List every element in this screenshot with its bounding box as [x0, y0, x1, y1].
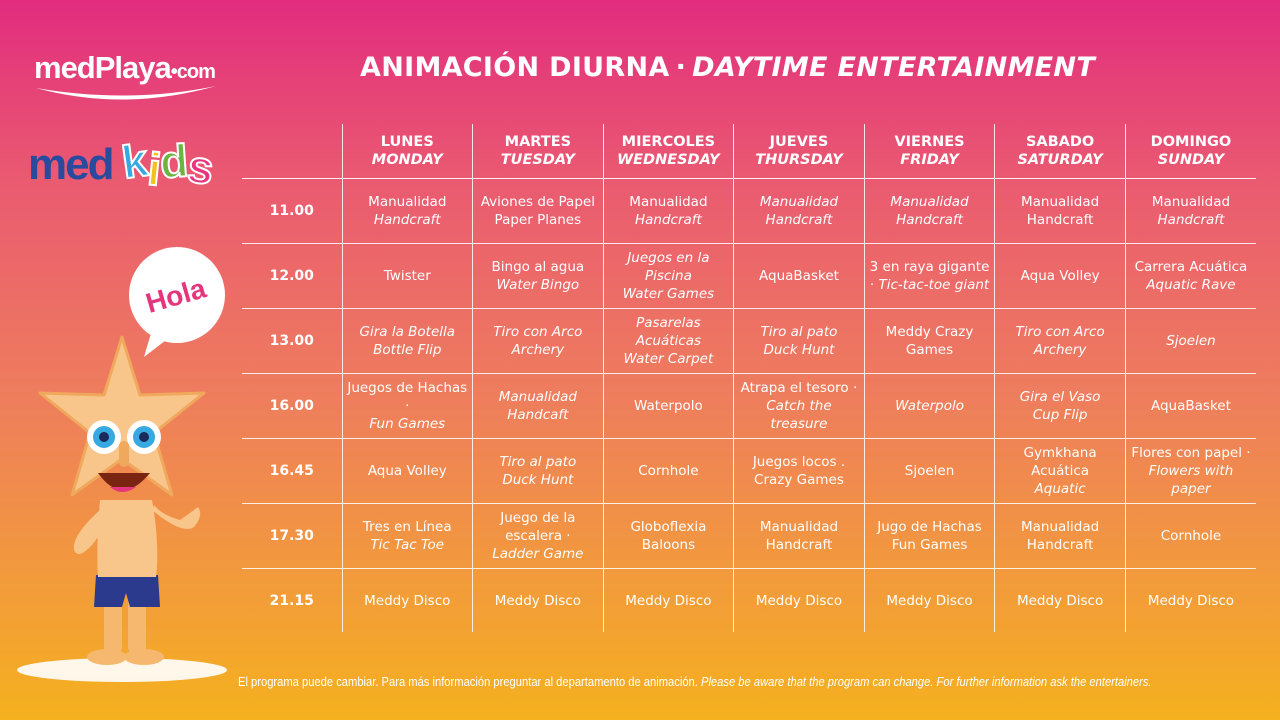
activity-text: Meddy Disco — [625, 592, 712, 609]
footer-disclaimer — [238, 674, 1152, 689]
activity-cell — [734, 504, 865, 569]
day-name-es: MARTES — [504, 134, 572, 150]
activity-text: Atrapa el tesoro · — [740, 380, 858, 396]
activity-text: Water Carpet — [623, 351, 714, 367]
activity-text: Crazy Games — [754, 472, 844, 488]
activity-cell — [1125, 374, 1256, 439]
activity-cell — [734, 309, 865, 374]
activity-cell — [864, 439, 995, 504]
day-name-en: MONDAY — [371, 152, 443, 168]
activity-text: Duck Hunt — [502, 472, 574, 488]
activity-text: Tic-tac-toe giant — [878, 277, 990, 293]
schedule-row — [242, 244, 1256, 309]
activity-cell — [734, 374, 865, 439]
activity-cell — [1125, 179, 1256, 244]
activity-cell — [342, 504, 473, 569]
activity-cell — [995, 309, 1126, 374]
activity-cell — [995, 374, 1126, 439]
time-slot: 12.00 — [242, 244, 342, 309]
activity-text: Paper Planes — [494, 212, 582, 228]
activity-text: Manualidad — [629, 194, 708, 210]
activity-text: Water Bingo — [496, 277, 580, 293]
activity-cell — [864, 374, 995, 439]
activity-cell — [473, 244, 604, 309]
activity-text: Flores con papel · — [1131, 445, 1251, 461]
activity-cell — [1125, 309, 1256, 374]
activity-cell — [342, 569, 473, 633]
day-header-thursday — [734, 124, 865, 179]
activity-text: Cup Flip — [1032, 407, 1088, 423]
time-slot: 17.30 — [242, 504, 342, 569]
title-spanish: ANIMACIÓN DIURNA — [360, 52, 670, 83]
activity-cell — [734, 569, 865, 633]
activity-cell — [1125, 244, 1256, 309]
activity-text: Aviones de Papel — [480, 194, 595, 210]
day-header-tuesday — [473, 124, 604, 179]
activity-cell — [995, 504, 1126, 569]
activity-text: Waterpolo — [895, 398, 964, 414]
day-header-monday — [342, 124, 473, 179]
activity-text: Handcraft — [765, 537, 833, 553]
schedule-row — [242, 504, 1256, 569]
activity-cell — [864, 504, 995, 569]
speech-bubble-text: Hola — [142, 272, 210, 319]
day-header-friday — [864, 124, 995, 179]
activity-cell — [473, 309, 604, 374]
activity-text: Archery — [511, 342, 565, 358]
activity-text: Meddy Disco — [364, 592, 451, 609]
activity-text: Catch the treasure — [766, 398, 832, 432]
activity-text: Aquatic — [1034, 481, 1086, 497]
activity-text: Manualidad — [890, 194, 969, 210]
activity-text: Handcraft — [765, 212, 833, 228]
activity-cell — [995, 439, 1126, 504]
day-name-en: WEDNESDAY — [617, 152, 720, 168]
activity-text: Handcraft — [373, 212, 441, 228]
time-header-cell — [242, 124, 342, 179]
activity-text: Cornhole — [638, 463, 699, 479]
activity-cell — [734, 179, 865, 244]
day-name-es: DOMINGO — [1150, 134, 1232, 150]
activity-text: Twister — [383, 268, 431, 284]
day-name-en: SATURDAY — [1017, 152, 1103, 168]
activity-cell — [864, 309, 995, 374]
activity-text: Manualidad — [1151, 194, 1231, 210]
activity-cell — [995, 569, 1126, 633]
activity-text: Tiro con Arco — [1015, 324, 1105, 340]
activity-text: Flowers with paper — [1148, 463, 1234, 497]
activity-text: Meddy Disco — [1147, 592, 1235, 609]
schedule-row — [242, 179, 1256, 244]
activity-text: Meddy Disco — [1016, 592, 1104, 609]
activity-cell — [603, 439, 734, 504]
schedule-row — [242, 309, 1256, 374]
activity-text: Carrera Acuática — [1134, 259, 1248, 275]
day-name-es: LUNES — [380, 134, 434, 150]
activity-text: Gymkhana Acuática — [1023, 445, 1097, 479]
activity-cell — [864, 569, 995, 633]
activity-cell — [603, 374, 734, 439]
activity-cell — [342, 179, 473, 244]
activity-text: Aqua Volley — [1020, 268, 1100, 284]
time-slot: 13.00 — [242, 309, 342, 374]
activity-cell — [342, 309, 473, 374]
activity-text: Juegos de Hachas · — [347, 380, 468, 414]
title-english: DAYTIME ENTERTAINMENT — [692, 52, 1096, 83]
activity-cell — [603, 504, 734, 569]
schedule-header-row — [242, 124, 1256, 179]
activity-text: Waterpolo — [634, 398, 703, 414]
activity-text: Water Games — [622, 286, 715, 302]
activity-text: Archery — [1033, 342, 1087, 358]
activity-text: Handcraft — [1157, 212, 1225, 228]
day-name-en: SUNDAY — [1157, 152, 1225, 168]
activity-text: Cornhole — [1160, 528, 1222, 544]
activity-cell — [603, 244, 734, 309]
activity-text: Juego de la escalera · — [500, 510, 576, 544]
day-name-es: VIERNES — [894, 134, 965, 150]
activity-cell — [342, 374, 473, 439]
activity-text: Handcraft — [1026, 537, 1094, 553]
day-header-wednesday — [603, 124, 734, 179]
activity-text: Jugo de Hachas — [877, 519, 982, 535]
activity-cell — [1125, 504, 1256, 569]
day-header-sunday — [1125, 124, 1256, 179]
activity-text: Tres en Línea — [362, 519, 452, 535]
day-name-es: JUEVES — [769, 134, 829, 150]
activity-text: Tiro al pato — [499, 454, 577, 470]
schedule-row — [242, 439, 1256, 504]
activity-text: Baloons — [641, 537, 696, 553]
medkids-letter-s: s — [184, 139, 218, 195]
time-slot: 21.15 — [242, 569, 342, 633]
medplaya-logo-suffix: •com — [170, 61, 215, 83]
day-name-en: TUESDAY — [500, 152, 575, 168]
activity-text: Tiro con Arco — [493, 324, 583, 340]
activity-cell — [603, 569, 734, 633]
activity-cell — [603, 309, 734, 374]
medplaya-logo-text: medPlaya — [34, 50, 171, 85]
speech-bubble-icon — [129, 247, 225, 357]
medkids-logo-kids — [118, 133, 218, 196]
schedule-table — [242, 124, 1256, 632]
activity-text: 3 en raya gigante · — [869, 259, 990, 293]
activity-cell — [995, 179, 1126, 244]
title-separator: · — [675, 52, 687, 83]
medplaya-swoosh-icon — [34, 82, 219, 112]
activity-cell — [995, 244, 1126, 309]
activity-text: Aqua Volley — [367, 463, 447, 479]
time-slot: 16.45 — [242, 439, 342, 504]
activity-text: Bingo al agua — [491, 259, 585, 275]
star-mascot-illustration — [12, 245, 232, 690]
medkids-letter-k: k — [118, 133, 152, 189]
activity-text: Fun Games — [369, 416, 446, 432]
activity-text: Ladder Game — [492, 546, 584, 562]
activity-text: Meddy Disco — [755, 592, 843, 609]
medkids-logo-med: med — [28, 140, 113, 189]
activity-text: Tic Tac Toe — [370, 537, 445, 553]
activity-text: Duck Hunt — [763, 342, 835, 358]
activity-cell — [473, 439, 604, 504]
activity-text: Manualidad — [759, 194, 839, 210]
activity-text: Handcraft — [1026, 212, 1094, 228]
activity-text: Globoflexia — [630, 519, 707, 535]
activity-text: Sjoelen — [1166, 333, 1216, 349]
activity-cell — [864, 179, 995, 244]
activity-text: Gira la Botella — [359, 324, 456, 340]
activity-text: Juegos en la Piscina — [627, 250, 710, 284]
activity-text: Fun Games — [891, 537, 968, 553]
activity-cell — [864, 244, 995, 309]
activity-cell — [1125, 569, 1256, 633]
activity-cell — [1125, 439, 1256, 504]
schedule-row — [242, 374, 1256, 439]
activity-cell — [342, 439, 473, 504]
activity-cell — [473, 179, 604, 244]
schedule-body — [242, 179, 1256, 633]
activity-text: Meddy Crazy Games — [885, 324, 974, 358]
activity-cell — [473, 374, 604, 439]
day-header-saturday — [995, 124, 1126, 179]
activity-text: Meddy Disco — [886, 592, 973, 609]
day-name-es: MIERCOLES — [621, 134, 716, 150]
activity-text: Manualidad — [498, 389, 577, 405]
activity-text: Handcraft — [634, 212, 702, 228]
footer-spanish: El programa puede cambiar. Para más información preguntar al departamento de animación. — [238, 674, 701, 689]
activity-cell — [734, 439, 865, 504]
day-name-en: THURSDAY — [755, 152, 843, 168]
activity-text: AquaBasket — [759, 268, 839, 284]
footer-english: Please be aware that the program can change. For further information ask the entertainers. — [700, 674, 1152, 689]
activity-text: Manualidad — [1020, 194, 1100, 210]
activity-text: AquaBasket — [1150, 398, 1231, 414]
activity-text: Sjoelen — [904, 463, 955, 479]
activity-text: Meddy Disco — [494, 592, 581, 609]
activity-cell — [734, 244, 865, 309]
activity-text: Bottle Flip — [373, 342, 442, 358]
activity-text: Juegos locos . — [752, 454, 846, 470]
medkids-letter-i: i — [144, 142, 164, 196]
activity-text: Manualidad — [368, 194, 447, 210]
schedule-row — [242, 569, 1256, 633]
page-title — [360, 52, 1095, 83]
time-slot: 11.00 — [242, 179, 342, 244]
activity-text: Pasarelas Acuáticas — [635, 315, 702, 349]
medkids-logo — [28, 133, 228, 196]
activity-text: Tiro al pato — [760, 324, 838, 340]
activity-text: Manualidad — [759, 519, 839, 535]
day-name-en: FRIDAY — [900, 152, 959, 168]
activity-cell — [473, 504, 604, 569]
activity-cell — [603, 179, 734, 244]
activity-text: Manualidad — [1020, 519, 1100, 535]
medplaya-logo — [34, 52, 219, 112]
activity-text: Gira el Vaso — [1019, 389, 1101, 405]
activity-text: Handcraft — [896, 212, 963, 228]
activity-cell — [473, 569, 604, 633]
time-slot: 16.00 — [242, 374, 342, 439]
activity-cell — [342, 244, 473, 309]
activity-text: Handcaft — [507, 407, 569, 423]
medkids-letter-d: d — [158, 134, 191, 188]
day-name-es: SABADO — [1025, 134, 1095, 150]
activity-text: Aquatic Rave — [1146, 277, 1236, 293]
